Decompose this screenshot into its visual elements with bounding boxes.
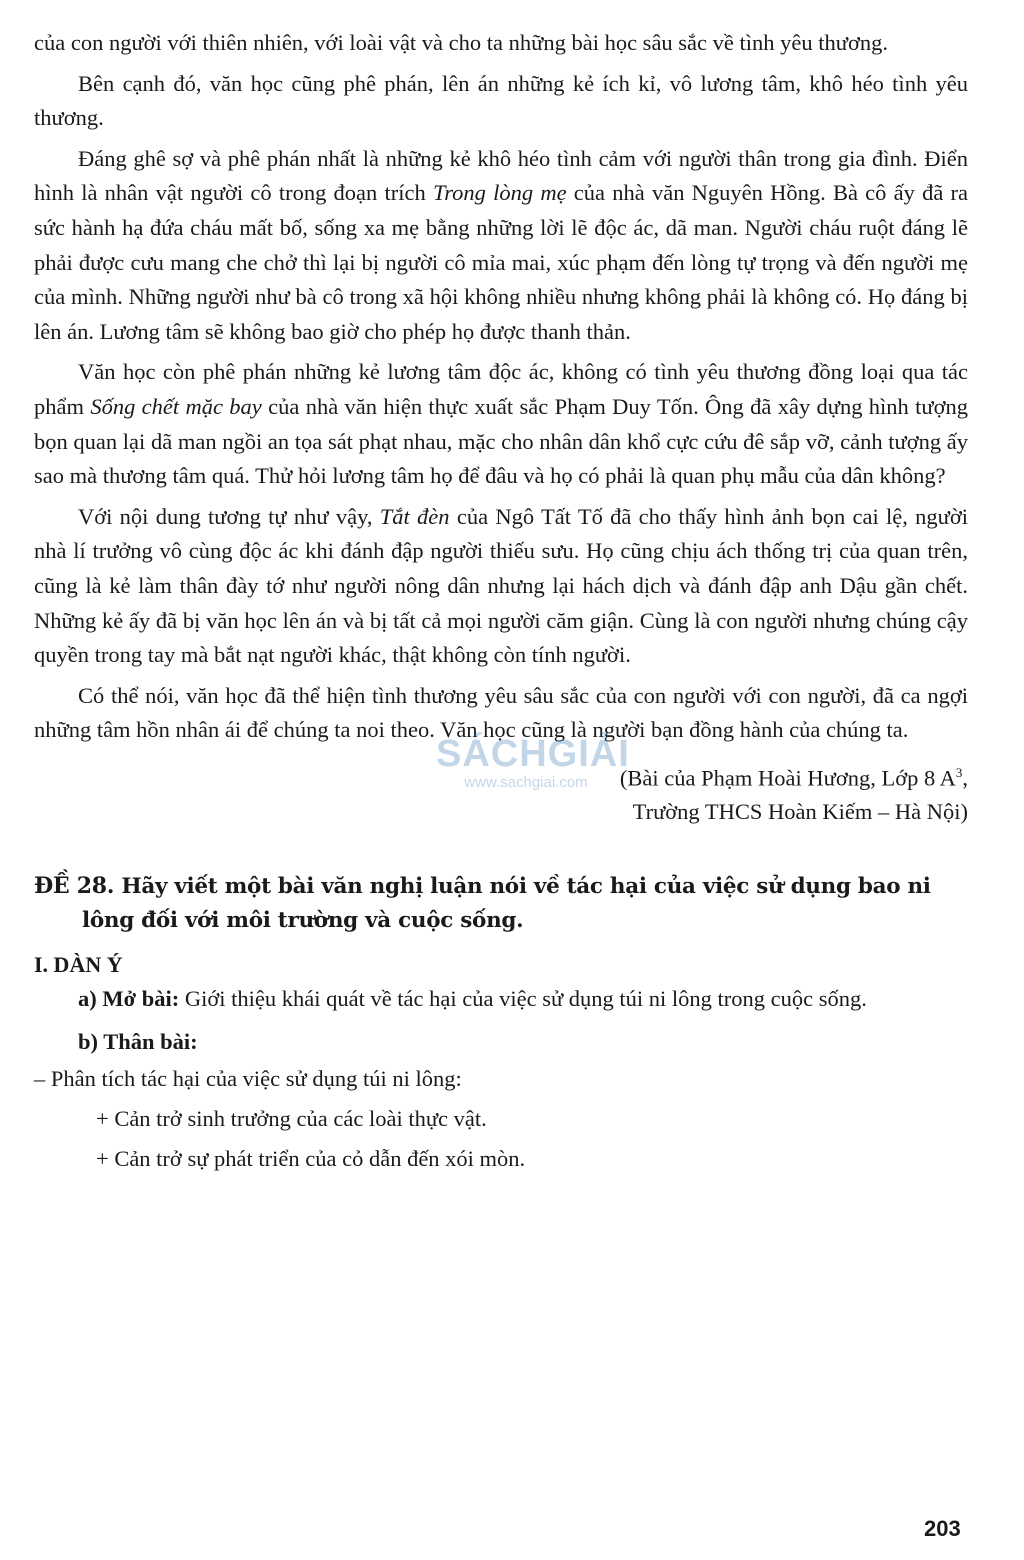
paragraph-2: Bên cạnh đó, văn học cũng phê phán, lên án những kẻ ích kỉ, vô lương tâm, khô héo tình yêu thương. — [34, 70, 968, 131]
paragraph-1: của con người với thiên nhiên, với loài vật và cho ta những bài học sâu sắc về tình yêu thương. — [34, 30, 888, 55]
paragraph-4-after: của nhà văn hiện thực xuất sắc Phạm Duy Tốn. Ông đã xây dựng hình tượng bọn quan lại dã man ngồi an tọa sát phạt nhau, mặc cho nhân dân khổ cực cứu đê sắp vỡ, cảnh tượng ấy sao mà thương tâm quá. Thử hỏi lương tâm họ để đâu và họ có phải là quan phụ mẫu của dân không? — [34, 393, 968, 489]
body-label: b) Thân bài: — [78, 1028, 198, 1054]
paragraph-5-after: của Ngô Tất Tố đã cho thấy hình ảnh bọn cai lệ, người nhà lí trưởng vô cùng độc ác khi đánh đập người thiếu sưu. Họ cũng chịu ách thống trị của quan trên, cũng là kẻ làm thân đày tớ như người nông dân nhưng lại hách dịch và đánh đập anh Dậu gần chết. Những kẻ ấy đã bị văn học lên án và bị tất cả mọi người căm giận. Cùng là con người nhưng chúng cậy quyền trong tay mà bắt nạt người khác, thật không còn tính người. — [34, 503, 968, 668]
prompt-line-2: lông đối với môi trường và cuộc sống. — [82, 908, 524, 934]
outline-heading: I. DÀN Ý — [34, 952, 123, 978]
body-sub-item-2: + Cản trở sự phát triển của cỏ dẫn đến xói mòn. — [96, 1145, 526, 1171]
work-title-tat-den: Tắt đèn — [379, 503, 450, 529]
paragraph-3 — [34, 142, 968, 350]
page-content — [34, 26, 968, 1179]
paragraph-4 — [34, 355, 968, 493]
intro-text: Giới thiệu khái quát về tác hại của việc sử dụng túi ni lông trong cuộc sống. — [179, 986, 867, 1012]
source-line-2: Trường THCS Hoàn Kiếm – Hà Nội) — [632, 799, 968, 825]
paragraph-5-before: Với nội dung tương tự như vậy, — [78, 503, 380, 529]
work-title-song-chet-mac-bay: Sống chết mặc bay — [90, 393, 262, 419]
source-citation — [34, 756, 968, 830]
paragraph-3-after: của nhà văn Nguyên Hồng. Bà cô ấy đã ra sức hành hạ đứa cháu mất bố, sống xa mẹ bằng những lời lẽ độc ác, dã man. Người cháu ruột đáng lẽ phải được cưu mang che chở thì lại bị người cô mỉa mai, xúc phạm đến lòng tự trọng và đến người mẹ của mình. Những người như bà cô trong xã hội không nhiều nhưng không phải là không có. Họ đáng bị lên án. Lương tâm sẽ không bao giờ cho phép họ được thanh thản. — [34, 180, 968, 344]
outline-intro — [34, 982, 968, 1017]
source-line-1: (Bài của Phạm Hoài Hương, Lớp 8 $A^3$, — [619, 764, 968, 791]
paragraph-5 — [34, 500, 968, 673]
paragraph-4-before: Văn học còn phê phán những kẻ lương tâm độc ác, không có tình yêu thương đồng loại qua tác phẩm — [34, 359, 968, 419]
essay-prompt — [34, 869, 968, 938]
watermark-logo: SÁCHGIẢI www.sachgiai.com — [436, 733, 630, 791]
work-title-trong-long-me: Trong lòng mẹ — [432, 180, 567, 206]
prompt-label: ĐỀ 28. — [34, 873, 115, 900]
body-sub-item-1: + Cản trở sinh trưởng của các loài thực vật. — [96, 1105, 487, 1131]
page-number: 203 — [924, 1516, 961, 1541]
paragraph-6: Có thể nói, văn học đã thể hiện tình thương yêu sâu sắc của con người với con người, đã ca ngợi những tâm hồn nhân ái để chúng ta noi theo. Văn học cũng là người bạn đồng hành của chúng ta. — [34, 682, 968, 743]
class-superscript: 3 — [955, 764, 963, 780]
prompt-line-1 — [34, 869, 968, 904]
prompt-text-1: Hãy viết một bài văn nghị luận nói về tác hại của việc sử dụng bao ni — [114, 874, 931, 900]
intro-label: a) Mở bài: — [78, 986, 180, 1012]
paragraph-3-before: Đáng ghê sợ và phê phán nhất là những kẻ khô héo tình cảm với người thân trong gia đình. Điển hình là nhân vật người cô trong đoạn trích — [34, 145, 968, 206]
body-item: – Phân tích tác hại của việc sử dụng túi ni lông: — [34, 1065, 462, 1091]
